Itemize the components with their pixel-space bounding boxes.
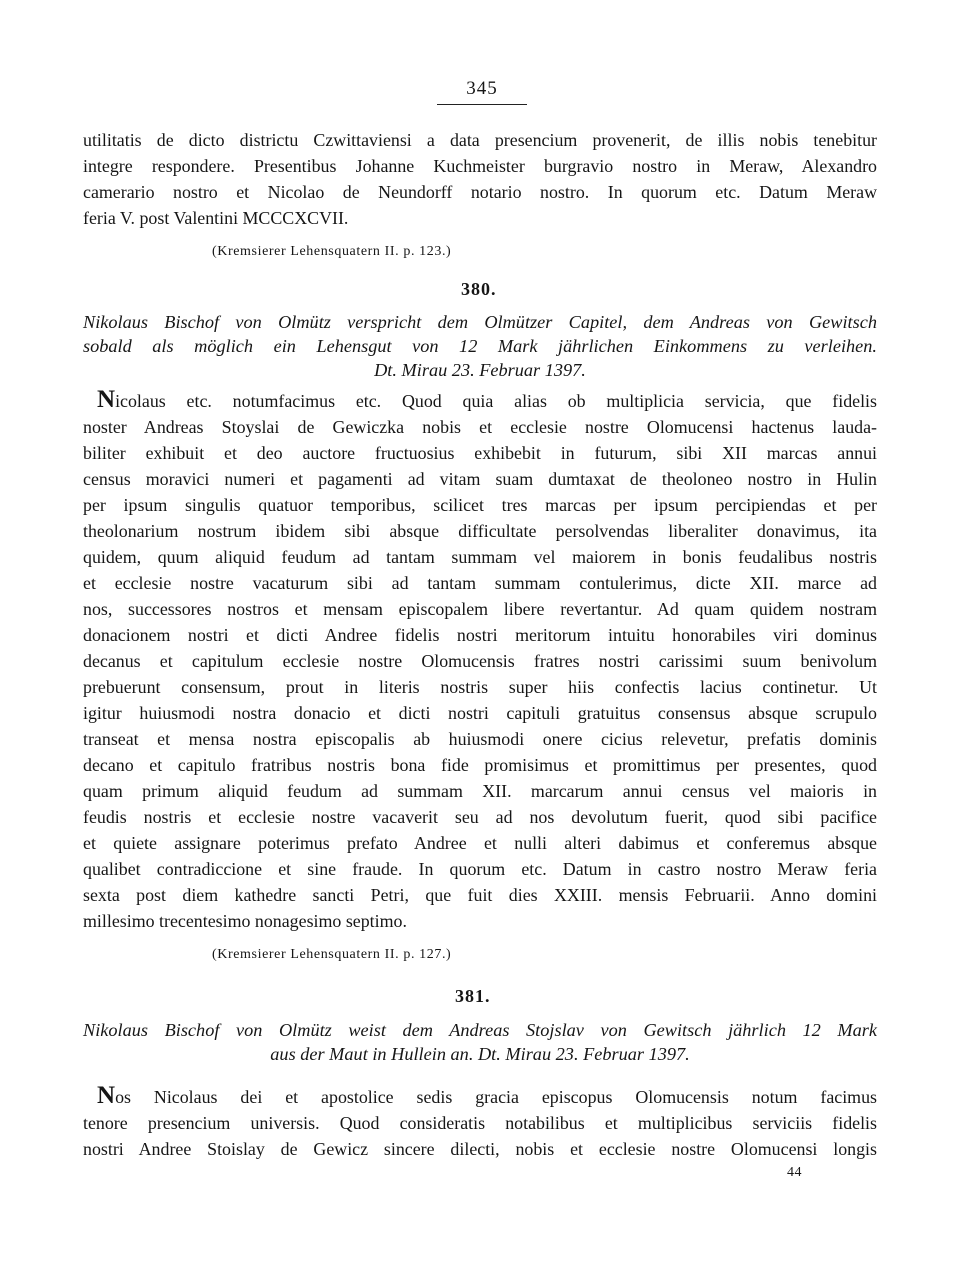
text-line: quidem, quum aliquid feudum ad tantam summam vel maiorem in bonis feudalibus nostris (83, 547, 877, 567)
text-line: utilitatis de dicto districtu Czwittaviensi a data presencium provenerit, de illis nobis tenebitur (83, 130, 877, 150)
initial-letter: N (97, 386, 116, 413)
text-line: biliter exhibuit et deo auctore fructuosius exhibebit in futurum, sibi XII marcas annui (83, 443, 877, 463)
first-line-text: icolaus etc. notumfacimus etc. Quod quia alias ob multiplicia servicia, que fidelis (115, 391, 877, 411)
text-line: theolonarium nostrum ibidem sibi absque difficultate persolvendas liberaliter donavimus, ita (83, 521, 877, 541)
text-line: per ipsum singulis quatuor temporibus, scilicet tres marcas per ipsum percipiendas et per (83, 495, 877, 515)
heading-line: Dt. Mirau 23. Februar 1397. (374, 360, 586, 380)
text-line (83, 388, 877, 414)
heading-line: Nikolaus Bischof von Olmütz weist dem Andreas Stojslav von Gewitsch jährlich 12 Mark (83, 1020, 877, 1040)
text-line: igitur huiusmodi nostra donacio et dicti nostri capituli gratuitus consensus absque scrupulo (83, 703, 877, 723)
text-line: integre respondere. Presentibus Johanne Kuchmeister burgravio nostro in Meraw, Alexandro (83, 156, 877, 176)
text-line: sexta post diem kathedre sancti Petri, que fuit dies XXIII. mensis Februarii. Anno domini (83, 885, 877, 905)
document-heading (83, 1018, 877, 1066)
document-heading (83, 310, 877, 382)
text-line: decanus et capitulum ecclesie nostre Olomucensis fratres nostri carissimi suum benivolum (83, 651, 877, 671)
text-line: millesimo trecentesimo nonagesimo septimo. (83, 911, 407, 931)
text-line: nos, successores nostros et mensam episcopalem libere revertantur. Ad quam quidem nostram (83, 599, 877, 619)
page-number: 345 (466, 78, 498, 99)
document-number: 381. (455, 986, 491, 1006)
text-line: qualibet contradiccione et sine fraude. In quorum etc. Datum in castro nostro Meraw feria (83, 859, 877, 879)
text-line: feudis nostris et ecclesie nostre vacaverit seu ad nos devolutum fuerit, quod sibi pacifice (83, 807, 877, 827)
text-line: feria V. post Valentini MCCCXCVII. (83, 208, 349, 228)
sheet-signature: 44 (787, 1165, 802, 1180)
source-citation: (Kremsierer Lehensquatern II. p. 123.) (212, 244, 452, 259)
initial-letter: N (97, 1082, 116, 1109)
text-line: noster Andreas Stoyslai de Gewiczka nobis et ecclesie nostre Olomucensi hactenus lauda- (83, 417, 877, 437)
text-line: donacionem nostri et dicti Andree fidelis nostri meritorum intuitu honorabiles viri dominus (83, 625, 877, 645)
page-number-rule (437, 104, 527, 105)
text-line: camerario nostro et Nicolao de Neundorff notario nostro. In quorum etc. Datum Meraw (83, 182, 877, 202)
heading-line: aus der Maut in Hullein an. Dt. Mirau 23. Februar 1397. (270, 1044, 690, 1064)
text-line: nostri Andree Stoislay de Gewicz sincere dilecti, nobis et ecclesie nostre Olomucensi longis (83, 1139, 877, 1159)
text-line: tenore presencium universis. Quod consideratis notabilibus et multiplicibus serviciis fidelis (83, 1113, 877, 1133)
text-line (83, 1084, 877, 1110)
document-body (83, 1084, 877, 1162)
text-line: decano et capitulo fratribus nostris bona fide promisimus et promittimus per presentes, quod (83, 755, 877, 775)
first-line-text: os Nicolaus dei et apostolice sedis gracia episcopus Olomucensis notum facimus (115, 1087, 877, 1107)
heading-line: Nikolaus Bischof von Olmütz verspricht dem Olmützer Capitel, dem Andreas von Gewitsch (83, 312, 877, 332)
intro-paragraph (83, 127, 877, 231)
document-body (83, 388, 877, 934)
source-citation: (Kremsierer Lehensquatern II. p. 127.) (212, 947, 452, 962)
text-line: et ecclesie nostre vacaturum sibi ad tantam summam contulerimus, dicte XII. marce ad (83, 573, 877, 593)
text-line: prebuerunt consensum, prout in literis nostris super hiis confectis lacius continetur. Ut (83, 677, 877, 697)
text-line: census moravici numeri et pagamenti ad vitam suam dumtaxat de theoloneo nostro in Hulin (83, 469, 877, 489)
document-number: 380. (461, 279, 497, 299)
text-line: quam primum aliquid feudum ad summam XII. marcarum annui census vel maioris in (83, 781, 877, 801)
text-line: transeat et mensa nostra episcopalis ab huiusmodi onere cicius relevetur, prefatis dominis (83, 729, 877, 749)
text-line: et quiete assignare poterimus prefato Andree et nulli alteri dabimus et conferemus absque (83, 833, 877, 853)
heading-line: sobald als möglich ein Lehensgut von 12 Mark jährlichen Einkommens zu verleihen. (83, 336, 877, 356)
